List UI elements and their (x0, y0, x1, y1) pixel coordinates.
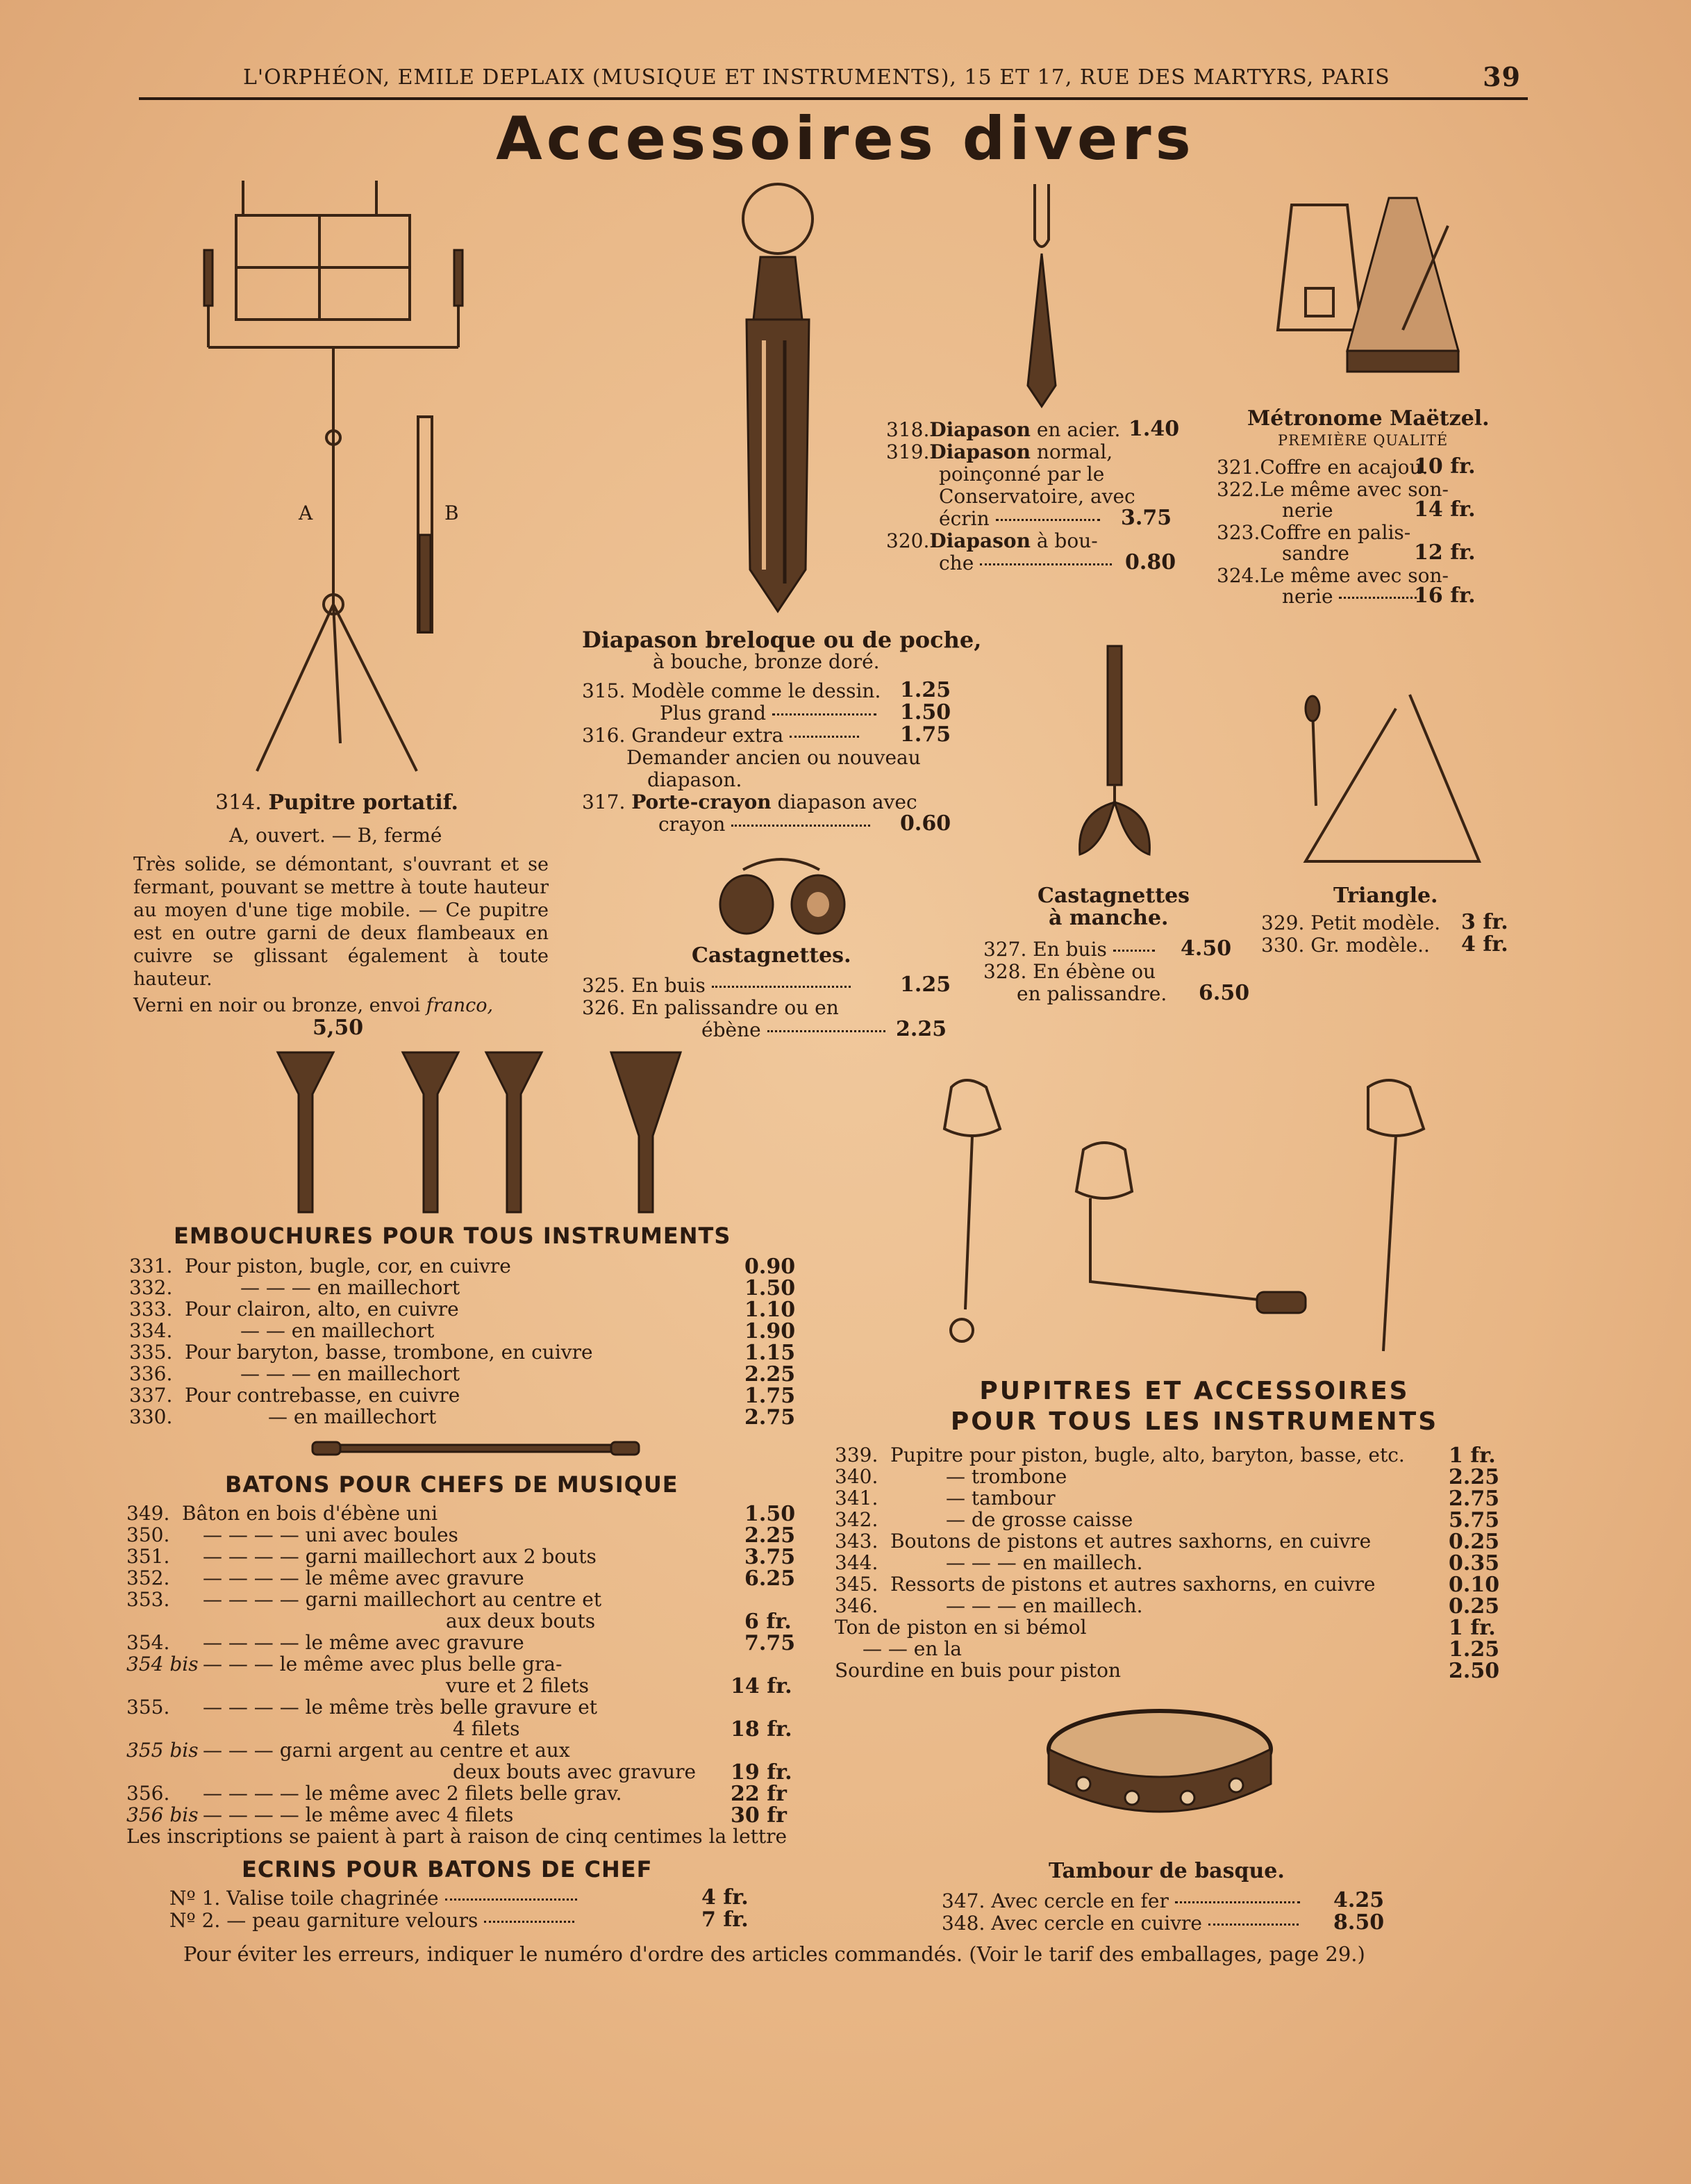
item-price: 0.35 (1449, 1551, 1500, 1575)
list-item (126, 1803, 807, 1828)
pupitre-num: 314. (215, 791, 262, 815)
item-label: Pour baryton, basse, trombone, en cuivre (185, 1341, 593, 1364)
item-num: 347. (942, 1889, 985, 1912)
label-a: A (299, 502, 313, 524)
item-label: Gr. modèle.. (1310, 934, 1430, 957)
embouchures-list (129, 1255, 810, 1430)
page-number: 39 (1483, 61, 1521, 92)
list-item (129, 1362, 810, 1387)
label-b: B (444, 502, 459, 524)
item-num: 318. (886, 418, 930, 441)
item-num: 345. (835, 1573, 878, 1596)
item-label: che (939, 552, 974, 574)
batons-list (126, 1502, 807, 1846)
list-item (835, 1573, 1515, 1597)
list-item (983, 938, 1155, 961)
item-label: Avec cercle en fer (991, 1889, 1169, 1912)
list-item (582, 974, 851, 997)
list-item (169, 1909, 574, 1932)
item-price: 22 fr (731, 1782, 787, 1806)
item-num: 331. (129, 1255, 173, 1277)
item-label: deux bouts avec gravure (453, 1760, 697, 1783)
pupitres-accessoires-title-2: POUR TOUS LES INSTRUMENTS (950, 1407, 1439, 1436)
list-item (129, 1405, 810, 1430)
baton-illustration (313, 1439, 639, 1457)
item-price: 6.50 (1199, 981, 1250, 1005)
item-label: — — — — garni maillechort au centre et (203, 1588, 602, 1611)
list-item (983, 960, 1156, 983)
item-price: 4.50 (1181, 936, 1232, 961)
item-label: — — — — le même très belle gravure et (203, 1696, 598, 1719)
ecrins-title: ECRINS POUR BATONS DE CHEF (242, 1856, 653, 1883)
item-num: 348. (942, 1912, 985, 1935)
item-price: 1.50 (744, 1502, 796, 1526)
item-price: 6.25 (744, 1566, 796, 1591)
item-num: 324. (1217, 564, 1260, 587)
item-num: 336. (129, 1362, 173, 1385)
item-price: 0.80 (1125, 550, 1176, 574)
item-price: 2.25 (744, 1523, 796, 1548)
item-label: Ressorts de pistons et autres saxhorns, en cuivre (890, 1573, 1376, 1596)
item-price: 0.90 (744, 1255, 796, 1279)
item-label: — — en la (863, 1637, 962, 1660)
item-line (701, 1018, 885, 1041)
item-label: Pour piston, bugle, cor, en cuivre (185, 1255, 511, 1277)
item-label: — trombone (946, 1465, 1067, 1488)
item-label: — de grosse caisse (946, 1508, 1133, 1531)
item-num: 355. (126, 1696, 170, 1719)
item-num: 346. (835, 1594, 878, 1617)
list-item (129, 1319, 810, 1341)
tambour-title: Tambour de basque. (1049, 1859, 1285, 1883)
item-price: 1.75 (744, 1384, 796, 1408)
item-label: Valise toile chagrinée (226, 1887, 439, 1910)
item-label: Sourdine en buis pour piston (835, 1659, 1122, 1682)
item-label: Pour contrebasse, en cuivre (185, 1384, 460, 1407)
list-item (835, 1487, 1515, 1511)
item-label: — — — — le même avec 2 filets belle grav. (203, 1782, 622, 1805)
item-name: Diapason (929, 440, 1031, 463)
item-label: Coffre en palis- (1260, 521, 1411, 544)
item-num: 320. (886, 529, 930, 552)
item-price: 1.40 (1128, 417, 1180, 441)
item-label: Plus grand (660, 702, 767, 725)
item-num: 349. (126, 1502, 170, 1525)
tambourine-illustration (1042, 1707, 1278, 1833)
item-num: Nº 2. (169, 1909, 221, 1932)
footer-note: Pour éviter les erreurs, indiquer le numéro d'ordre des articles commandés. (Voir le tarif des emballages, page 29.) (183, 1942, 1365, 1966)
item-label: en acier. (1036, 418, 1121, 441)
item-label: — — — — le même avec gravure (203, 1631, 524, 1654)
item-num: 333. (129, 1298, 173, 1321)
item-label: Boutons de pistons et autres saxhorns, en cuivre (890, 1530, 1372, 1553)
music-stand-illustration (194, 174, 486, 778)
item-label: — — — en maillechort (240, 1362, 460, 1385)
handle-castanets-illustration (1069, 639, 1160, 868)
item-label: à bou- (1036, 529, 1098, 552)
item-label: diapason avec (777, 791, 917, 813)
item-price: 1.10 (744, 1298, 796, 1322)
pocket-tuning-fork-illustration (708, 181, 847, 625)
list-item (126, 1523, 807, 1548)
list-item (835, 1659, 1515, 1683)
item-label: écrin (939, 507, 990, 530)
item-label: Pour clairon, alto, en cuivre (185, 1298, 459, 1321)
item-price: 4 fr. (1461, 932, 1508, 957)
item-label: Le même avec son- (1260, 478, 1449, 501)
list-item (942, 1889, 1300, 1912)
mouthpieces-illustration (271, 1045, 701, 1219)
item-num: 350. (126, 1523, 170, 1546)
triangle-illustration (1292, 688, 1486, 875)
item-num: 340. (835, 1465, 878, 1488)
item-label: — — — le même avec plus belle gra- (203, 1653, 563, 1676)
list-item (886, 529, 1098, 552)
list-item (835, 1530, 1515, 1554)
item-label: — — — — uni avec boules (203, 1523, 458, 1546)
item-label: Ton de piston en si bémol (835, 1616, 1087, 1639)
list-item (658, 813, 870, 836)
header-text: L'ORPHÉON, EMILE DEPLAIX (MUSIQUE ET INSTRUMENTS), 15 ET 17, RUE DES MARTYRS, PARIS (243, 65, 1390, 90)
item-line: poinçonné par le (939, 463, 1105, 486)
note-text: Les inscriptions se paient à part à raison de cinq centimes la lettre (126, 1825, 788, 1848)
item-label: Bâton en bois d'ébène uni (182, 1502, 438, 1525)
lyre-stands-illustration (924, 1073, 1451, 1365)
item-label: Avec cercle en cuivre (991, 1912, 1202, 1935)
item-num: 319. (886, 440, 930, 463)
diapason-breloque-subtitle: à bouche, bronze doré. (653, 650, 880, 673)
item-label: En buis (631, 974, 706, 997)
item-num: Nº 1. (169, 1887, 221, 1910)
list-item (835, 1508, 1515, 1530)
item-price: 5.75 (1449, 1508, 1500, 1532)
list-item (582, 996, 839, 1019)
page-header (139, 61, 1528, 100)
item-num: 343. (835, 1530, 878, 1553)
list-item (126, 1674, 807, 1696)
diapason-note-2: diapason. (647, 768, 742, 791)
item-label: normal, (1036, 440, 1113, 463)
item-price: 3 fr. (1461, 910, 1508, 934)
list-item (126, 1588, 807, 1610)
item-num: 323. (1217, 521, 1260, 544)
list-item (835, 1443, 1515, 1468)
item-num: 341. (835, 1487, 878, 1509)
item-label: nerie (1282, 585, 1333, 608)
pupitres-accessoires-list (835, 1443, 1515, 1683)
item-num: 326. (582, 996, 626, 1019)
item-label: — — — en maillech. (946, 1551, 1143, 1574)
list-item (126, 1566, 807, 1591)
list-item (582, 791, 917, 813)
item-price: 16 fr. (1414, 584, 1476, 608)
pupitre-name: Pupitre portatif. (268, 791, 458, 815)
item-price: 1 fr. (1449, 1616, 1496, 1640)
item-name: Diapason (929, 418, 1031, 441)
item-num: 316. (582, 724, 626, 747)
item-label: En buis (1033, 938, 1107, 961)
item-label: ébène (701, 1018, 761, 1041)
item-price: 7.75 (744, 1631, 796, 1655)
item-label: En ébène ou (1033, 960, 1156, 983)
item-price: 0.10 (1449, 1573, 1500, 1597)
item-line (1282, 585, 1422, 608)
item-price: 14 fr. (1414, 497, 1476, 522)
list-item (129, 1255, 810, 1279)
list-item (126, 1502, 807, 1526)
item-line (939, 552, 1112, 574)
list-item (835, 1551, 1515, 1573)
item-price: 1.15 (744, 1341, 796, 1365)
item-price: 1.25 (1449, 1637, 1500, 1662)
embouchures-title: EMBOUCHURES POUR TOUS INSTRUMENTS (174, 1223, 731, 1249)
pupitre-subcaption: A, ouvert. — B, fermé (229, 824, 442, 847)
list-item (886, 440, 1113, 463)
list-item (129, 1341, 810, 1365)
steel-tuning-fork-illustration (1014, 177, 1069, 406)
item-price: 2.50 (1449, 1659, 1500, 1683)
item-num: 332. (129, 1276, 173, 1299)
item-num: 335. (129, 1341, 173, 1364)
item-price: 8.50 (1333, 1910, 1385, 1935)
item-price: 12 fr. (1414, 540, 1476, 565)
item-price: 1.25 (900, 973, 951, 997)
item-label: aux deux bouts (446, 1610, 596, 1632)
item-price: 0.25 (1449, 1594, 1500, 1619)
item-label: — — — en maillech. (946, 1594, 1143, 1617)
item-num: 355 bis (126, 1739, 199, 1762)
castagnettes-manche-title-2: à manche. (1049, 906, 1169, 930)
item-price: 10 fr. (1414, 454, 1476, 479)
item-label: vure et 2 filets (446, 1674, 589, 1697)
item-num: 330. (129, 1405, 173, 1428)
item-price: 18 fr. (731, 1717, 792, 1742)
castagnettes-title: Castagnettes. (692, 943, 851, 968)
metronome-illustration (1271, 184, 1472, 392)
item-num: 328. (983, 960, 1027, 983)
pupitre-franco: franco, (426, 995, 494, 1016)
list-item (126, 1739, 807, 1760)
item-num: 327. (983, 938, 1027, 961)
item-num: 325. (582, 974, 626, 997)
item-num: 315. (582, 679, 626, 702)
item-price: 1 fr. (1449, 1443, 1496, 1468)
pupitre-finish (133, 995, 493, 1016)
item-price: 2.25 (1449, 1465, 1500, 1489)
item-price: 2.75 (744, 1405, 796, 1430)
item-line (939, 507, 1100, 530)
item-label: 4 filets (453, 1717, 520, 1740)
item-label: crayon (658, 813, 726, 836)
item-label: Coffre en acajou. (1260, 456, 1428, 479)
item-price: 4 fr. (701, 1885, 749, 1910)
item-label: Petit modèle. (1310, 911, 1441, 934)
item-num: 353. (126, 1588, 170, 1611)
item-label: — — — garni argent au centre et aux (203, 1739, 570, 1762)
list-item (129, 1276, 810, 1298)
item-num: 329. (1261, 911, 1305, 934)
item-price: 3.75 (744, 1545, 796, 1569)
item-label: — en maillechort (268, 1405, 437, 1428)
list-item (126, 1696, 807, 1717)
item-label: En palissandre ou en (631, 996, 839, 1019)
item-num: 354 bis (126, 1653, 199, 1676)
item-num: 342. (835, 1508, 878, 1531)
batons-note (126, 1825, 807, 1846)
list-item (126, 1653, 807, 1674)
item-label: — tambour (946, 1487, 1056, 1509)
item-label: — — — — le même avec gravure (203, 1566, 524, 1589)
item-price: 2.75 (1449, 1487, 1500, 1511)
list-item (126, 1631, 807, 1653)
batons-title: BATONS POUR CHEFS DE MUSIQUE (225, 1471, 678, 1498)
list-item (129, 1384, 810, 1408)
list-item (126, 1610, 807, 1634)
item-num: 351. (126, 1545, 170, 1568)
triangle-title: Triangle. (1333, 884, 1438, 908)
list-item (835, 1637, 1515, 1662)
list-item (126, 1545, 807, 1569)
list-item (835, 1465, 1515, 1487)
list-item (1261, 934, 1430, 957)
item-price: 14 fr. (731, 1674, 792, 1698)
pupitre-finish-text: Verni en noir ou bronze, envoi (133, 995, 421, 1016)
item-num: 344. (835, 1551, 878, 1574)
item-price: 0.25 (1449, 1530, 1500, 1554)
item-label: — peau garniture velours (226, 1909, 478, 1932)
list-item (942, 1912, 1299, 1935)
pupitre-description: Très solide, se démontant, s'ouvrant et se fermant, pouvant se mettre à toute hauteur au moyen d'une tige mobile. — Ce pupitre est en outre garni de deux flambeaux en cuivre se glissant également à toute hauteur. (133, 854, 549, 990)
item-price: 3.75 (1121, 506, 1172, 530)
list-item (1217, 456, 1428, 479)
diapason-breloque-title: Diapason breloque ou de poche, (582, 627, 982, 653)
list-item (582, 724, 859, 747)
list-item (1217, 521, 1410, 544)
item-label: — — — en maillechort (240, 1276, 460, 1299)
item-price: 1.90 (744, 1319, 796, 1343)
list-item (582, 679, 881, 702)
item-price: 6 fr. (744, 1610, 792, 1634)
item-price: 1.50 (744, 1276, 796, 1300)
list-item (660, 702, 876, 725)
pupitre-caption (215, 791, 458, 815)
item-price: 4.25 (1333, 1888, 1385, 1912)
item-num: 321. (1217, 456, 1260, 479)
list-item (126, 1717, 807, 1742)
item-num: 322. (1217, 478, 1260, 501)
pupitre-price: 5,50 (313, 1016, 364, 1040)
page-title: Accessoires divers (496, 104, 1195, 174)
item-label: — — — — le même avec 4 filets (203, 1803, 514, 1826)
item-line: Conservatoire, avec (939, 485, 1135, 508)
item-price: 7 fr. (701, 1908, 749, 1932)
item-line: sandre (1282, 542, 1349, 565)
castagnettes-manche-title-1: Castagnettes (1038, 884, 1190, 908)
item-num: 330. (1261, 934, 1305, 957)
item-label: Grandeur extra (631, 724, 784, 747)
item-label: Modèle comme le dessin. (631, 679, 881, 702)
item-num: 334. (129, 1319, 173, 1342)
item-num: 337. (129, 1384, 173, 1407)
list-item (129, 1298, 810, 1322)
item-label: — — — — garni maillechort aux 2 bouts (203, 1545, 597, 1568)
item-name: Porte-crayon (631, 791, 772, 813)
item-line: nerie (1282, 499, 1333, 522)
item-num: 317. (582, 791, 626, 813)
item-num: 356. (126, 1782, 170, 1805)
item-price: 2.25 (896, 1017, 947, 1041)
item-price: 0.60 (900, 811, 951, 836)
metronome-title: Métronome Maëtzel. (1247, 406, 1490, 431)
pupitres-accessoires-title-1: PUPITRES ET ACCESSOIRES (979, 1377, 1410, 1405)
item-num: 339. (835, 1443, 878, 1466)
list-item (1261, 911, 1440, 934)
list-item (835, 1594, 1515, 1619)
castanets-illustration (715, 856, 847, 939)
item-price: 30 fr (731, 1803, 787, 1828)
item-price: 1.50 (900, 700, 951, 725)
item-price: 1.75 (900, 722, 951, 747)
item-line: en palissandre. (1017, 982, 1167, 1005)
item-label: — — en maillechort (240, 1319, 435, 1342)
list-item (126, 1782, 807, 1806)
item-num: 354. (126, 1631, 170, 1654)
item-price: 2.25 (744, 1362, 796, 1387)
list-item (126, 1760, 807, 1785)
item-num: 356 bis (126, 1803, 199, 1826)
list-item (835, 1616, 1515, 1640)
list-item (886, 418, 1120, 441)
diapason-note: Demander ancien ou nouveau (626, 746, 921, 769)
metronome-subtitle: PREMIÈRE QUALITÉ (1278, 432, 1449, 449)
item-num: 352. (126, 1566, 170, 1589)
item-price: 19 fr. (731, 1760, 792, 1785)
item-price: 1.25 (900, 678, 951, 702)
item-name: Diapason (929, 529, 1031, 552)
item-label: Pupitre pour piston, bugle, alto, baryton, basse, etc. (890, 1443, 1405, 1466)
list-item (169, 1887, 577, 1910)
item-label: Le même avec son- (1260, 564, 1449, 587)
